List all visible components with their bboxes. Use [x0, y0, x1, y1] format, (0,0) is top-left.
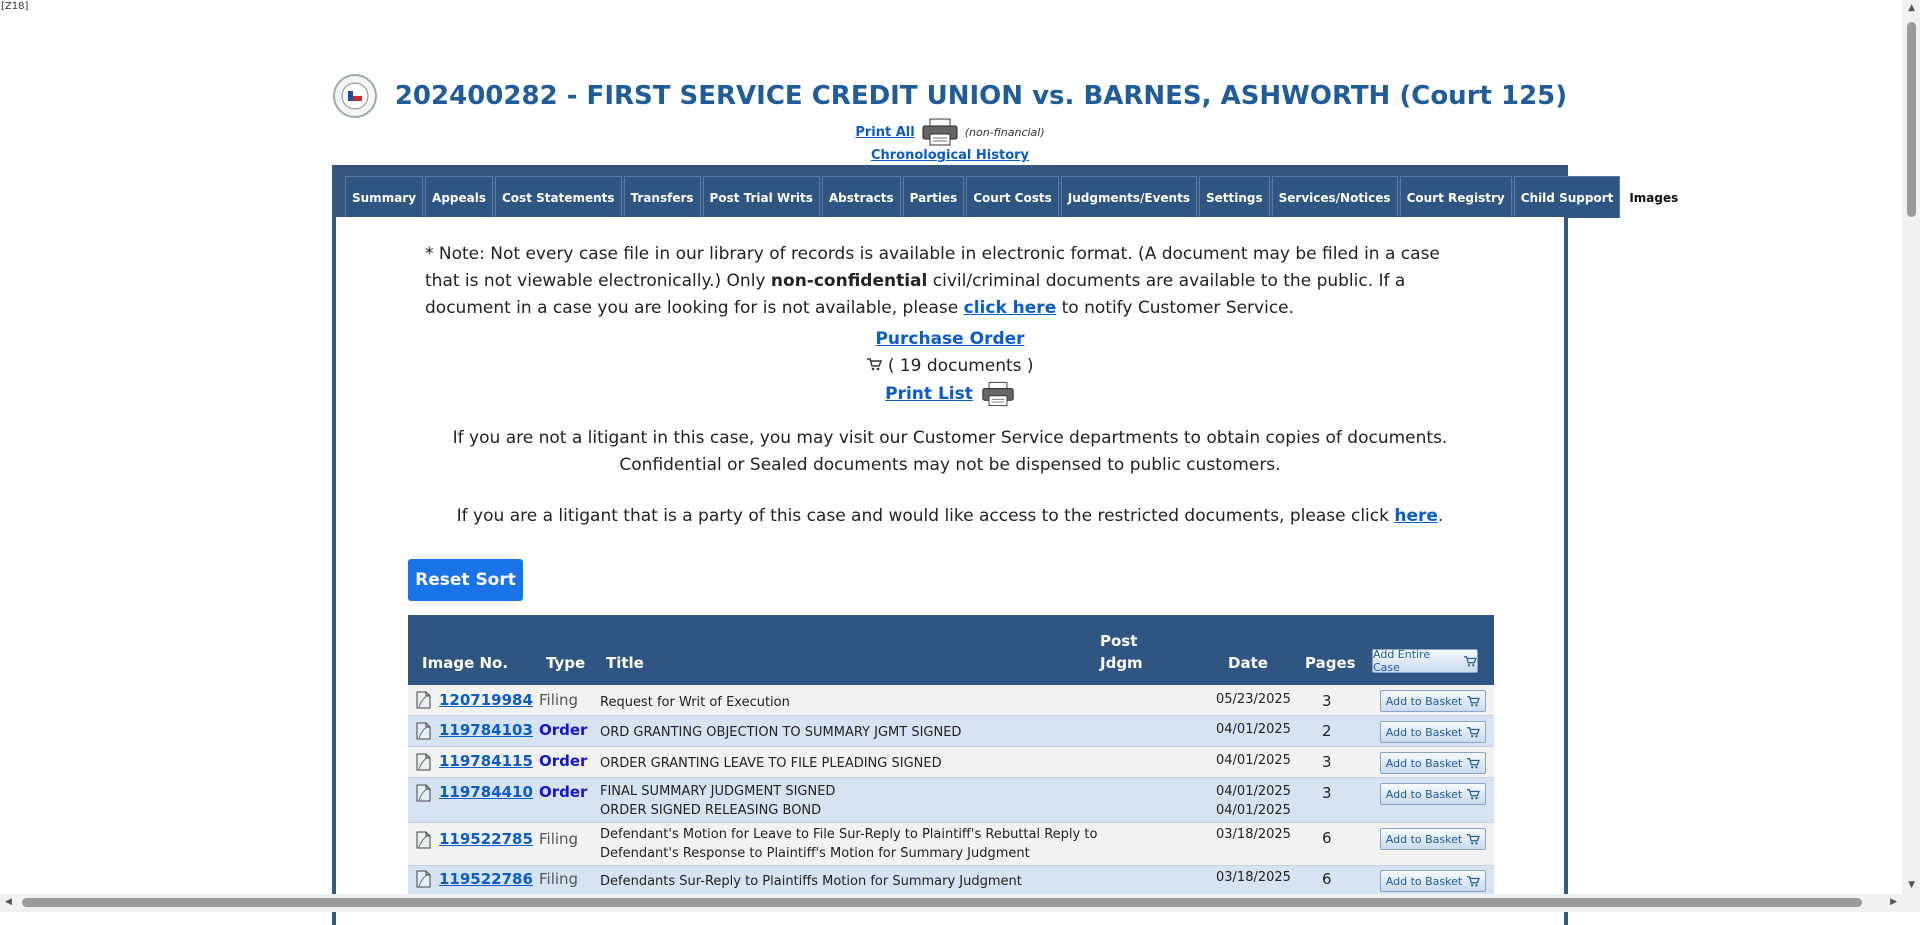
cart-icon: [1466, 833, 1480, 845]
document-icon[interactable]: [414, 783, 432, 803]
tab-abstracts[interactable]: Abstracts: [822, 176, 901, 218]
litigant-info-end: .: [1437, 506, 1444, 526]
doc-title-secondary: ORDER SIGNED RELEASING BOND: [600, 803, 822, 818]
add-to-basket-label: Add to Basket: [1385, 787, 1463, 801]
image-number-link[interactable]: 119784115: [439, 752, 533, 770]
reset-sort-button[interactable]: Reset Sort: [408, 559, 523, 601]
non-financial-note: (non-financial): [964, 125, 1045, 139]
doc-title: ORD GRANTING OBJECTION TO SUMMARY JGMT SIGNED: [600, 725, 962, 740]
col-type[interactable]: Type: [546, 654, 586, 672]
table-row: [408, 823, 1494, 866]
tab-transfers[interactable]: Transfers: [624, 176, 701, 218]
col-title[interactable]: Title: [606, 654, 644, 672]
add-entire-case-button[interactable]: [1372, 649, 1478, 673]
doc-type: Filing: [539, 830, 579, 848]
doc-type: Filing: [539, 870, 579, 888]
add-to-basket-label: Add to Basket: [1385, 694, 1463, 708]
document-icon[interactable]: [414, 830, 432, 850]
add-to-basket-button[interactable]: [1380, 828, 1486, 850]
documents-count: ( 19 documents ): [887, 356, 1034, 376]
print-all-row: [0, 118, 1900, 146]
scroll-left-icon[interactable]: ◀: [5, 897, 12, 907]
tab-settings[interactable]: Settings: [1199, 176, 1270, 218]
litigant-info: [336, 506, 1564, 526]
document-icon[interactable]: [414, 752, 432, 772]
cart-icon: [1466, 875, 1480, 887]
vertical-scroll-thumb[interactable]: [1907, 22, 1916, 217]
col-image-no[interactable]: Image No.: [422, 654, 509, 672]
doc-type: Order: [539, 721, 588, 739]
table-row: [408, 685, 1494, 716]
doc-title: Request for Writ of Execution: [600, 695, 790, 710]
doc-type: Order: [539, 752, 588, 770]
restricted-access-link[interactable]: here: [1394, 506, 1438, 526]
add-to-basket-button[interactable]: [1380, 721, 1486, 743]
doc-title: Defendants Sur-Reply to Plaintiffs Motion for Summary Judgment: [600, 874, 1022, 889]
tab-summary[interactable]: Summary: [345, 176, 423, 218]
doc-date: 03/18/2025: [1216, 827, 1291, 842]
county-seal-icon: [333, 74, 377, 118]
page-title: 202400282 - FIRST SERVICE CREDIT UNION vs. BARNES, ASHWORTH (Court 125): [394, 81, 1568, 111]
add-entire-case-label: Add Entire Case: [1373, 648, 1431, 674]
doc-date: 05/23/2025: [1216, 692, 1291, 707]
horizontal-scroll-thumb[interactable]: [22, 898, 1862, 907]
scroll-up-icon[interactable]: ▲: [1908, 3, 1915, 13]
grid-header: [408, 615, 1494, 685]
images-tab-content: [336, 217, 1564, 925]
tab-services-notices[interactable]: Services/Notices: [1272, 176, 1398, 218]
table-row: [408, 866, 1494, 897]
doc-pages: 6: [1322, 870, 1332, 888]
image-number-link[interactable]: 119522786: [439, 870, 533, 888]
document-icon[interactable]: [414, 721, 432, 741]
printer-icon[interactable]: [921, 118, 959, 146]
note-text-1: * Note: Not every case file in our library of records is available in electronic format. (A document may be filed in a case that is not viewable electronically.) Only: [425, 244, 1440, 291]
doc-type: Order: [539, 783, 588, 801]
image-number-link[interactable]: 119522785: [439, 830, 533, 848]
tab-court-registry[interactable]: Court Registry: [1400, 176, 1512, 218]
tab-judgments-events[interactable]: Judgments/Events: [1061, 176, 1197, 218]
availability-note: [425, 241, 1475, 322]
image-number-link[interactable]: 119784410: [439, 783, 533, 801]
add-to-basket-label: Add to Basket: [1385, 725, 1463, 739]
add-to-basket-label: Add to Basket: [1385, 874, 1463, 888]
tab-court-costs[interactable]: Court Costs: [966, 176, 1059, 218]
print-all-link[interactable]: Print All: [855, 124, 915, 140]
chronological-history-link[interactable]: Chronological History: [870, 148, 1030, 163]
horizontal-scrollbar[interactable]: [0, 894, 1902, 912]
doc-pages: 2: [1322, 722, 1332, 740]
litigant-info-text: If you are a litigant that is a party of this case and would like access to the restricted documents, please click: [456, 506, 1395, 526]
doc-pages: 6: [1322, 829, 1332, 847]
add-to-basket-button[interactable]: [1380, 690, 1486, 712]
table-row: [408, 747, 1494, 778]
note-text-2: civil/criminal documents are available to the public. If a document in a case you are looking for is not available, please: [425, 271, 1406, 318]
doc-title: Defendant's Motion for Leave to File Sur-Reply to Plaintiff's Rebuttal Reply to: [600, 827, 1098, 842]
doc-pages: 3: [1322, 692, 1332, 710]
case-header: [0, 74, 1900, 118]
vertical-scrollbar[interactable]: [1902, 0, 1920, 912]
documents-count-row: [336, 356, 1564, 376]
col-pages[interactable]: Pages: [1305, 654, 1356, 672]
tab-images[interactable]: Images: [1622, 176, 1685, 218]
print-list-printer-icon[interactable]: [981, 381, 1015, 407]
doc-type: Filing: [539, 691, 579, 709]
cart-icon: [1463, 655, 1477, 667]
table-row: [408, 778, 1494, 823]
doc-date: 04/01/2025: [1216, 784, 1291, 799]
doc-title: FINAL SUMMARY JUDGMENT SIGNED: [600, 784, 836, 799]
doc-title: ORDER GRANTING LEAVE TO FILE PLEADING SIGNED: [600, 756, 942, 771]
image-number-link[interactable]: 119784103: [439, 721, 533, 739]
cart-icon: [1466, 726, 1480, 738]
non-litigant-info: If you are not a litigant in this case, you may visit our Customer Service departments to obtain copies of documents. Confidential or Sealed documents may not be dispensed to public customers.: [452, 428, 1448, 475]
print-list-link[interactable]: Print List: [885, 384, 973, 404]
doc-date: 03/18/2025: [1216, 870, 1291, 885]
notify-customer-service-link[interactable]: click here: [963, 298, 1057, 318]
cart-icon: [1466, 757, 1480, 769]
table-row: [408, 716, 1494, 747]
note-text-3: to notify Customer Service.: [1056, 298, 1295, 318]
doc-date-secondary: 04/01/2025: [1216, 803, 1291, 818]
scroll-right-icon[interactable]: ▶: [1890, 897, 1897, 907]
col-post-jdgm-2[interactable]: Jdgm: [1100, 654, 1143, 672]
corner-tag: [Z18]: [1, 1, 29, 12]
cart-icon: [1466, 695, 1480, 707]
add-to-basket-button[interactable]: [1380, 752, 1486, 774]
doc-pages: 3: [1322, 784, 1332, 802]
image-number-link[interactable]: 120719984: [439, 691, 533, 709]
add-to-basket-button[interactable]: [1380, 870, 1486, 892]
tab-bar: [345, 176, 1685, 218]
images-grid: [408, 615, 1494, 897]
doc-date: 04/01/2025: [1216, 722, 1291, 737]
doc-title-secondary: Defendant's Response to Plaintiff's Motion for Summary Judgment: [600, 846, 1030, 861]
col-date[interactable]: Date: [1228, 654, 1268, 672]
doc-date: 04/01/2025: [1216, 753, 1291, 768]
tab-cost-statements[interactable]: Cost Statements: [495, 176, 622, 218]
col-post-jdgm-1[interactable]: Post: [1100, 632, 1138, 650]
case-panel: [332, 165, 1679, 925]
scroll-down-icon[interactable]: ▼: [1908, 880, 1915, 890]
doc-pages: 3: [1322, 753, 1332, 771]
tab-parties[interactable]: Parties: [903, 176, 965, 218]
purchase-order-link[interactable]: Purchase Order: [875, 329, 1025, 349]
add-to-basket-button[interactable]: [1380, 783, 1486, 805]
document-icon[interactable]: [414, 869, 432, 889]
tab-appeals[interactable]: Appeals: [425, 176, 493, 218]
note-bold: non-confidential: [770, 271, 928, 291]
tab-post-trial-writs[interactable]: Post Trial Writs: [703, 176, 820, 218]
cart-icon: [1466, 788, 1480, 800]
add-to-basket-label: Add to Basket: [1385, 832, 1463, 846]
add-to-basket-label: Add to Basket: [1385, 756, 1463, 770]
document-icon[interactable]: [414, 690, 432, 710]
tab-child-support[interactable]: Child Support: [1514, 176, 1621, 218]
cart-icon: [866, 357, 882, 371]
